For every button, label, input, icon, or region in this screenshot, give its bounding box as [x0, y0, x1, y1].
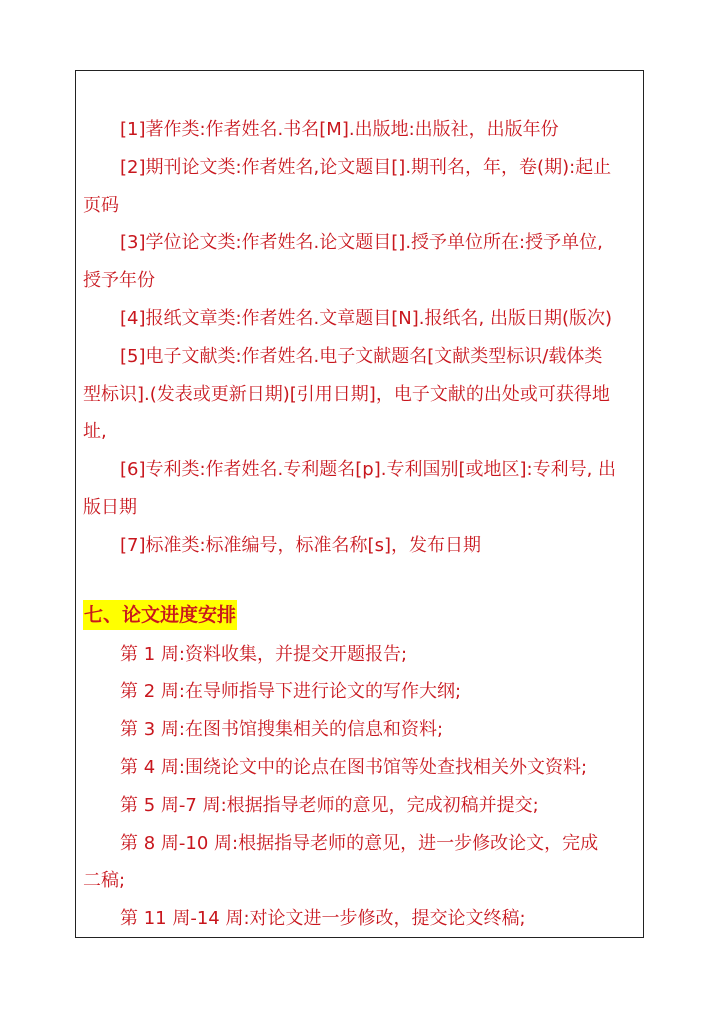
reference-item-thesis-cont: 授予年份: [83, 270, 155, 292]
reference-item-journal-cont: 页码: [83, 194, 119, 216]
reference-item-electronic: [5]电子文献类:作者姓名.电子文献题名[文献类型标识/载体类: [120, 345, 603, 367]
reference-item-electronic-cont: 型标识].(发表或更新日期)[引用日期]，电子文献的出处或可获得地: [83, 383, 610, 405]
reference-item-patent-cont: 版日期: [83, 496, 137, 518]
schedule-item-week3: 第 3 周:在图书馆搜集相关的信息和资料;: [120, 719, 444, 741]
reference-item-book: [1]著作类:作者姓名.书名[M].出版地:出版社，出版年份: [120, 119, 559, 140]
reference-item-standard: [7]标准类:标准编号，标准名称[s]，发布日期: [120, 534, 481, 556]
schedule-item-week1: 第 1 周:资料收集，并提交开题报告;: [120, 643, 408, 665]
schedule-item-week5-7: 第 5 周-7 周:根据指导老师的意见，完成初稿并提交;: [120, 794, 539, 816]
section-heading: 七、论文进度安排: [83, 600, 237, 630]
schedule-item-week11-14: 第 11 周-14 周:对论文进一步修改，提交论文终稿;: [120, 908, 526, 930]
document-frame: [75, 70, 644, 938]
schedule-item-week4: 第 4 周:围绕论文中的论点在图书馆等处查找相关外文资料;: [120, 756, 588, 778]
reference-item-electronic-cont2: 址,: [83, 421, 107, 443]
reference-item-journal: [2]期刊论文类:作者姓名,论文题目[].期刊名，年，卷(期):起止: [120, 156, 612, 178]
document-content: [83, 111, 637, 938]
reference-format-list: [83, 111, 637, 565]
schedule-section: [83, 598, 637, 938]
schedule-item-week8-10: 第 8 周-10 周:根据指导老师的意见，进一步修改论文，完成: [120, 832, 599, 854]
reference-item-newspaper: [4]报纸文章类:作者姓名.文章题目[N].报纸名, 出版日期(版次): [120, 307, 613, 329]
reference-item-patent: [6]专利类:作者姓名.专利题名[p].专利国别[或地区]:专利号, 出: [120, 459, 617, 481]
schedule-item-week2: 第 2 周:在导师指导下进行论文的写作大纲;: [120, 681, 462, 703]
section-spacer: [83, 565, 637, 598]
reference-item-thesis: [3]学位论文类:作者姓名.论文题目[].授予单位所在:授予单位,: [120, 232, 603, 254]
schedule-item-week8-10-cont: 二稿;: [83, 870, 126, 892]
